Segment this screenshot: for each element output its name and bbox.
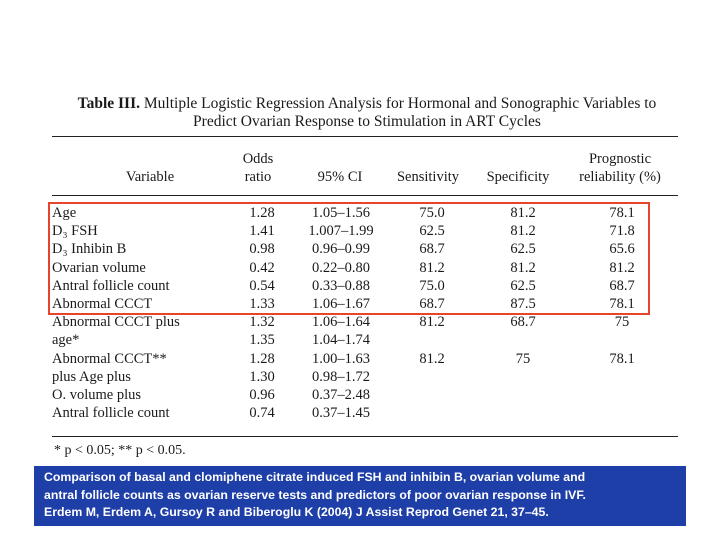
header-ci: 95% CI: [317, 169, 363, 185]
cell-ci: 1.04–1.74: [312, 332, 370, 349]
caption-line2: antral follicle counts as ovarian reserve tests and predictors of poor ovarian response in IVF.: [44, 487, 586, 502]
table-row: [52, 368, 678, 386]
cell-odds: 1.33: [249, 295, 275, 312]
cell-odds: 1.28: [249, 350, 275, 367]
cell-ci: 0.33–0.88: [312, 277, 370, 294]
highlight-box: [48, 202, 650, 315]
table-footnote: * p < 0.05; ** p < 0.05.: [54, 443, 186, 458]
cell-specificity: 81.2: [510, 223, 536, 240]
header-odds-line1: Odds: [242, 151, 274, 167]
cell-ci: 1.06–1.64: [312, 314, 370, 331]
cell-ci: 1.00–1.63: [312, 350, 370, 367]
cell-odds: 1.32: [249, 314, 275, 331]
table-row: [52, 350, 678, 368]
cell-odds: 0.54: [249, 277, 275, 294]
cell-ci: 0.37–1.45: [312, 405, 370, 422]
cell-sensitivity: 68.7: [419, 295, 445, 312]
cell-sensitivity: 75.0: [419, 205, 445, 221]
cell-ci: 0.96–0.99: [312, 241, 370, 258]
cell-variable: Antral follicle count: [52, 277, 170, 294]
cell-variable: age*: [52, 332, 80, 349]
cell-variable: Age: [52, 205, 77, 221]
header-odds-line2: ratio: [244, 169, 272, 185]
cell-specificity: 81.2: [510, 205, 536, 221]
cell-sensitivity: 81.2: [419, 350, 445, 367]
cell-prognostic: 81.2: [609, 259, 635, 276]
cell-prognostic: 75: [614, 314, 630, 331]
cell-ci: 1.06–1.67: [312, 295, 370, 312]
cell-prognostic: 68.7: [609, 277, 635, 294]
cell-ci: 0.37–2.48: [312, 386, 370, 403]
table-header-rule: [52, 195, 678, 196]
table-title-label: Table III.: [77, 95, 140, 112]
cell-specificity: 62.5: [510, 241, 536, 258]
table-title: [52, 95, 682, 131]
table-bottom-rule: [52, 436, 678, 437]
table-row: [52, 313, 678, 331]
cell-specificity: 81.2: [510, 259, 536, 276]
cell-ci: 1.05–1.56: [312, 205, 370, 221]
cell-ci: 0.22–0.80: [312, 259, 370, 276]
cell-odds: 0.74: [249, 405, 275, 422]
table-row: [52, 331, 678, 349]
cell-odds: 1.28: [249, 205, 275, 221]
cell-variable: Abnormal CCCT plus: [52, 314, 180, 331]
cell-variable: Antral follicle count: [52, 405, 170, 422]
header-variable: Variable: [125, 169, 175, 185]
cell-variable: D₃ FSH: [52, 223, 98, 240]
cell-odds: 1.30: [249, 368, 275, 385]
table-row: [52, 404, 678, 422]
cell-variable: Abnormal CCCT**: [52, 350, 167, 367]
caption-line3: Erdem M, Erdem A, Gursoy R and Biberoglu K (2004) J Assist Reprod Genet 21, 37–45.: [44, 505, 549, 519]
cell-sensitivity: 68.7: [419, 241, 445, 258]
header-prognostic-line1: Prognostic: [588, 151, 652, 167]
table-top-rule: [52, 136, 678, 137]
cell-prognostic: 78.1: [609, 350, 635, 367]
cell-ci: 0.98–1.72: [312, 368, 370, 385]
header-sensitivity: Sensitivity: [396, 169, 460, 185]
cell-odds: 1.41: [249, 223, 275, 240]
cell-sensitivity: 62.5: [419, 223, 445, 240]
cell-sensitivity: 81.2: [419, 314, 445, 331]
table-row: [52, 386, 678, 404]
header-specificity: Specificity: [486, 169, 550, 185]
caption-line1: Comparison of basal and clomiphene citrate induced FSH and inhibin B, ovarian volume and: [44, 470, 586, 484]
header-odds-ratio: [228, 150, 288, 186]
header-prognostic: [568, 150, 672, 186]
cell-prognostic: 78.1: [609, 295, 635, 312]
cell-odds: 0.42: [249, 259, 275, 276]
cell-prognostic: 65.6: [609, 241, 635, 258]
cell-specificity: 75: [515, 350, 531, 367]
cell-variable: O. volume plus: [52, 386, 142, 403]
cell-sensitivity: 81.2: [419, 259, 445, 276]
header-prognostic-line2: reliability (%): [579, 169, 661, 185]
table-title-line1: Multiple Logistic Regression Analysis for Hormonal and Sonographic Variables to: [143, 95, 657, 112]
cell-odds: 1.35: [249, 332, 275, 349]
cell-variable: Abnormal CCCT: [52, 295, 153, 312]
cell-odds: 0.96: [249, 386, 275, 403]
cell-prognostic: 71.8: [609, 223, 635, 240]
cell-specificity: 62.5: [510, 277, 536, 294]
cell-variable: Ovarian volume: [52, 259, 146, 276]
table-title-line2: Predict Ovarian Response to Stimulation in ART Cycles: [193, 113, 541, 130]
citation-caption: [34, 466, 686, 526]
cell-sensitivity: 75.0: [419, 277, 445, 294]
cell-specificity: 87.5: [510, 295, 536, 312]
cell-ci: 1.007–1.99: [308, 223, 374, 240]
cell-specificity: 68.7: [510, 314, 536, 331]
cell-prognostic: 78.1: [609, 205, 635, 221]
cell-odds: 0.98: [249, 241, 275, 258]
cell-variable: D₃ Inhibin B: [52, 241, 127, 258]
cell-variable: plus Age plus: [52, 368, 131, 385]
